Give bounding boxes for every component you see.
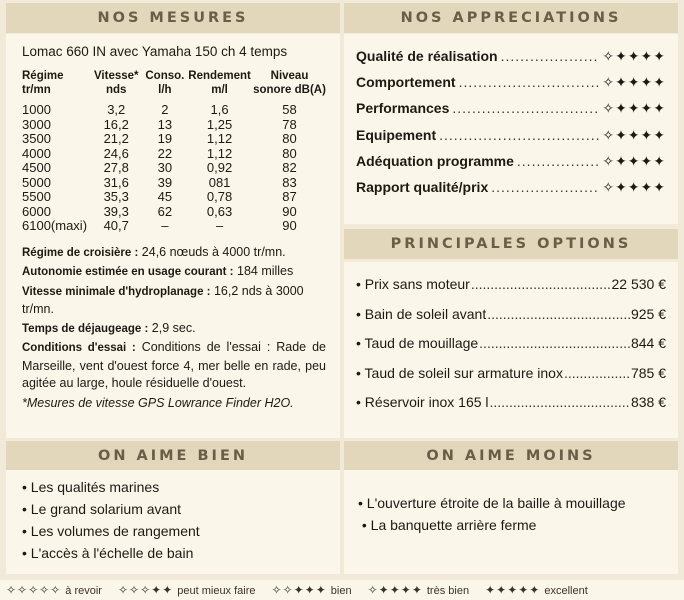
table-row xyxy=(22,147,326,162)
table-cell: 13 xyxy=(157,116,173,132)
appreciation-row xyxy=(356,127,666,153)
appreciation-label: Rapport qualité/prix xyxy=(356,178,489,195)
table-cell: 3500 xyxy=(22,131,51,146)
column-header: Rendement m/l xyxy=(188,70,251,96)
table-row xyxy=(22,118,326,133)
table-cell: 5000 xyxy=(22,174,51,190)
star-rating: ✧✦✦✦✦ xyxy=(602,74,666,91)
star-rating: ✧✦✦✦✦ xyxy=(367,583,423,597)
table-cell: 1,12 xyxy=(206,145,233,161)
list-item: • Les volumes de rangement xyxy=(22,523,200,539)
appreciation-row xyxy=(356,74,666,100)
option-row xyxy=(356,394,666,424)
table-row xyxy=(22,190,326,205)
table-cell: 31,6 xyxy=(103,174,129,190)
table-row xyxy=(22,161,326,176)
aime-bien-panel xyxy=(6,470,340,574)
table-cell: 6000 xyxy=(22,203,51,219)
legend-label: peut mieux faire xyxy=(177,585,256,597)
table-row xyxy=(22,103,326,118)
table-cell: 4000 xyxy=(22,145,51,161)
table-cell: 22 xyxy=(157,145,173,161)
mesures-panel xyxy=(6,34,340,438)
appreciation-label: Adéquation programme xyxy=(356,152,514,169)
table-cell: 80 xyxy=(282,145,297,161)
option-price: 838 € xyxy=(630,394,666,410)
table-cell: 0,92 xyxy=(206,160,233,175)
option-label: • Bain de soleil avant xyxy=(356,305,487,322)
dot-leader xyxy=(491,179,599,195)
appreciation-label: Qualité de réalisation xyxy=(356,48,498,64)
table-cell: 90 xyxy=(282,218,297,233)
dot-leader xyxy=(517,153,599,169)
mesures-table xyxy=(22,69,326,234)
footnote: *Mesures de vitesse GPS Lowrance Finder H2O. xyxy=(22,395,294,410)
list-item: • La banquette arrière ferme xyxy=(358,517,537,533)
appreciation-label: Equipement xyxy=(356,126,437,143)
options-panel xyxy=(344,262,678,438)
dot-leader xyxy=(452,100,599,116)
table-cell: 27,8 xyxy=(103,160,129,175)
legend-item xyxy=(272,583,352,597)
table-cell: 40,7 xyxy=(103,218,129,233)
star-rating: ✧✧✧✦✦ xyxy=(117,583,174,597)
list-item: • Le grand solarium avant xyxy=(22,501,181,517)
dot-leader xyxy=(487,306,630,322)
table-cell: 16,2 xyxy=(103,116,129,132)
vitesse-min-line: Vitesse minimale d'hydroplanage : 16,2 nds à 3000 tr/mn. xyxy=(22,283,304,316)
star-rating: ✧✧✦✦✦ xyxy=(271,583,327,597)
dot-leader xyxy=(564,365,630,381)
table-cell: 90 xyxy=(282,203,297,219)
table-cell: 82 xyxy=(282,160,297,175)
list-item: • L'accès à l'échelle de bain xyxy=(22,545,194,561)
table-row xyxy=(22,176,326,191)
column-header: Niveau sonore dB(A) xyxy=(253,70,326,96)
legend-label: excellent xyxy=(544,585,588,597)
option-row xyxy=(356,365,666,395)
aime-moins-panel xyxy=(344,470,678,574)
table-cell: 62 xyxy=(157,203,173,219)
header-aime-bien: ON AIME BIEN xyxy=(6,441,340,471)
croisiere-line: Régime de croisière : 24,6 nœuds à 4000 tr/mn. xyxy=(22,244,286,259)
table-cell: 3000 xyxy=(22,116,51,132)
header-mesures: NOS MESURES xyxy=(6,3,340,33)
appreciation-row xyxy=(356,153,666,179)
option-row xyxy=(356,276,666,306)
table-cell: 83 xyxy=(282,174,297,190)
appreciation-label: Performances xyxy=(356,100,450,117)
table-cell: 78 xyxy=(282,116,297,132)
table-cell: 0,63 xyxy=(206,203,233,219)
dot-leader xyxy=(439,127,599,143)
table-cell: 58 xyxy=(282,102,297,117)
dot-leader xyxy=(501,48,600,64)
dot-leader xyxy=(479,335,630,351)
appreciation-label: Comportement xyxy=(356,74,456,91)
dot-leader xyxy=(490,394,630,410)
autonomie-line: Autonomie estimée en usage courant : 184 milles xyxy=(22,264,294,278)
star-rating: ✦✦✦✦✦ xyxy=(485,583,541,597)
option-label: • Taud de soleil sur armature inox xyxy=(356,364,563,381)
dot-leader xyxy=(471,276,611,292)
table-cell: 87 xyxy=(282,189,297,204)
option-price: 785 € xyxy=(630,364,666,381)
conditions-line: Conditions d'essai : Conditions de l'essai : Rade de Marseille, vent d'ouest force 4, mer belle en rade, peu agitée au large, houle résiduelle d'ouest. xyxy=(22,340,326,390)
table-row xyxy=(22,219,326,234)
column-header: Vitesse* nds xyxy=(93,70,139,96)
header-options: PRINCIPALES OPTIONS xyxy=(344,229,678,259)
appreciation-row xyxy=(356,100,666,126)
table-row xyxy=(22,205,326,220)
list-item: • Les qualités marines xyxy=(22,479,160,495)
table-cell: 2 xyxy=(161,102,169,117)
column-header: Régime tr/mn xyxy=(22,70,64,96)
table-cell: 4500 xyxy=(22,160,51,175)
table-cell: 24,6 xyxy=(103,145,129,161)
dot-leader xyxy=(459,74,600,90)
dejaugeage-line: Temps de déjaugeage : 2,9 sec. xyxy=(22,320,196,335)
option-label: • Prix sans moteur xyxy=(356,276,470,292)
star-rating: ✧✦✦✦✦ xyxy=(602,126,666,143)
option-price: 22 530 € xyxy=(611,276,666,292)
legend-item xyxy=(368,583,469,597)
table-row xyxy=(22,132,326,147)
table-cell: 21,2 xyxy=(103,131,129,146)
table-cell: 80 xyxy=(282,131,297,146)
star-rating: ✧✦✦✦✦ xyxy=(602,48,666,64)
legend-label: à revoir xyxy=(65,585,102,597)
star-rating: ✧✦✦✦✦ xyxy=(602,100,666,117)
option-row xyxy=(356,306,666,336)
legend-item xyxy=(118,583,256,597)
star-rating: ✧✦✦✦✦ xyxy=(602,178,666,195)
header-appreciations: NOS APPRECIATIONS xyxy=(344,3,678,33)
star-rating: ✧✦✦✦✦ xyxy=(602,152,666,169)
rating-legend xyxy=(0,580,684,600)
appreciations-panel xyxy=(344,34,678,224)
appreciation-row xyxy=(356,179,666,205)
option-label: • Réservoir inox 165 l xyxy=(356,394,489,410)
table-cell: 45 xyxy=(157,189,173,204)
option-price: 925 € xyxy=(630,305,666,322)
option-price: 844 € xyxy=(630,335,666,351)
table-cell: 6100(maxi) xyxy=(22,218,88,233)
legend-label: bien xyxy=(330,585,352,597)
mesures-title: Lomac 660 IN avec Yamaha 150 ch 4 temps xyxy=(22,44,288,59)
option-label: • Taud de mouillage xyxy=(356,335,479,351)
table-cell: 39,3 xyxy=(103,203,129,219)
appreciation-row xyxy=(356,48,666,74)
table-cell: 35,3 xyxy=(103,189,129,204)
table-cell: 19 xyxy=(157,131,173,146)
legend-item xyxy=(485,583,588,597)
header-aime-moins: ON AIME MOINS xyxy=(344,441,678,471)
table-cell: 5500 xyxy=(22,189,51,204)
table-cell: 0,78 xyxy=(206,189,233,204)
table-cell: 39 xyxy=(157,174,173,190)
table-cell: 3,2 xyxy=(107,102,126,117)
option-row xyxy=(356,335,666,365)
table-cell: 1,12 xyxy=(206,131,233,146)
table-cell: 30 xyxy=(157,160,173,175)
legend-item xyxy=(6,583,102,597)
table-cell: 1000 xyxy=(22,102,51,117)
table-cell: 1,6 xyxy=(210,102,229,117)
column-header: Conso. l/h xyxy=(145,70,185,96)
table-cell: – xyxy=(215,218,224,233)
table-cell: 1,25 xyxy=(206,116,233,132)
star-rating: ✧✧✧✧✧ xyxy=(6,583,62,597)
mesures-notes xyxy=(22,244,326,413)
list-item: • L'ouverture étroite de la baille à mouillage xyxy=(358,495,626,511)
legend-label: très bien xyxy=(426,585,470,597)
table-cell: – xyxy=(161,218,169,233)
table-cell: 081 xyxy=(208,174,231,190)
